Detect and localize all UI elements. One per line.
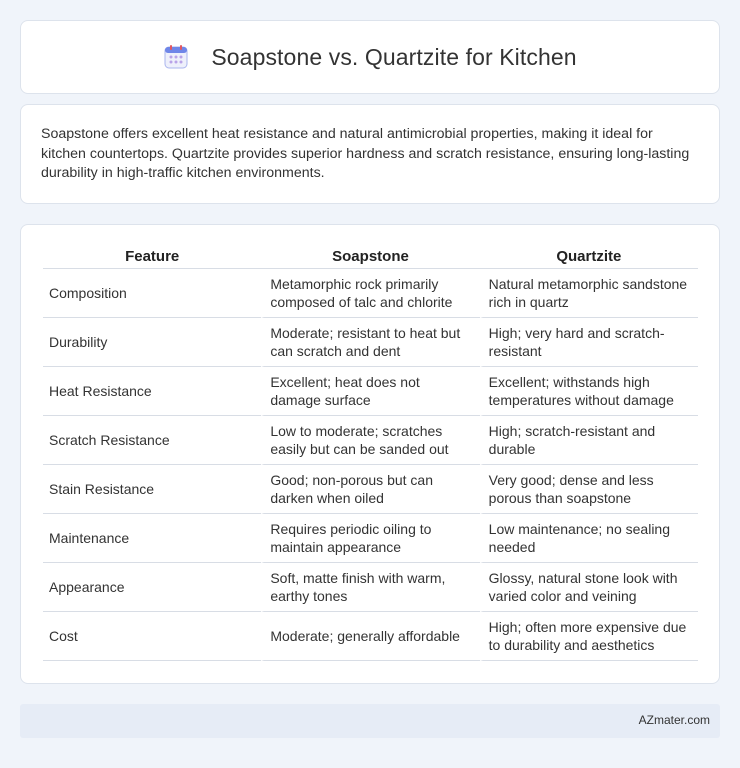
footer-bar (20, 704, 720, 738)
soapstone-cell: Requires periodic oiling to maintain appearance (261, 514, 479, 563)
table-header-row (43, 245, 698, 269)
quartzite-cell: Low maintenance; no sealing needed (480, 514, 698, 563)
soapstone-cell: Excellent; heat does not damage surface (261, 367, 479, 416)
column-header-feature: Feature (43, 245, 261, 269)
quartzite-cell: High; scratch-resistant and durable (480, 416, 698, 465)
table-row (43, 416, 698, 465)
table-row (43, 367, 698, 416)
title-card (20, 20, 720, 94)
feature-cell: Composition (43, 269, 261, 318)
soapstone-cell: Good; non-porous but can darken when oiled (261, 465, 479, 514)
page-title: Soapstone vs. Quartzite for Kitchen (211, 43, 577, 70)
calendar-icon (163, 44, 189, 70)
table-row (43, 612, 698, 661)
soapstone-cell: Metamorphic rock primarily composed of talc and chlorite (261, 269, 479, 318)
quartzite-cell: High; often more expensive due to durability and aesthetics (480, 612, 698, 661)
column-header-soapstone: Soapstone (261, 245, 479, 269)
soapstone-cell: Soft, matte finish with warm, earthy tones (261, 563, 479, 612)
quartzite-cell: Glossy, natural stone look with varied color and veining (480, 563, 698, 612)
table-row (43, 563, 698, 612)
quartzite-cell: Natural metamorphic sandstone rich in quartz (480, 269, 698, 318)
comparison-card (20, 224, 720, 684)
column-header-quartzite: Quartzite (480, 245, 698, 269)
table-row (43, 514, 698, 563)
soapstone-cell: Low to moderate; scratches easily but can be sanded out (261, 416, 479, 465)
comparison-table (43, 245, 698, 661)
table-row (43, 318, 698, 367)
quartzite-cell: High; very hard and scratch-resistant (480, 318, 698, 367)
feature-cell: Cost (43, 612, 261, 661)
feature-cell: Durability (43, 318, 261, 367)
quartzite-cell: Excellent; withstands high temperatures without damage (480, 367, 698, 416)
intro-text: Soapstone offers excellent heat resistance and natural antimicrobial properties, making it ideal for kitchen countertops. Quartzite provides superior hardness and scratch resistance, ensuring long-lasting durability in high-traffic kitchen environments. (41, 126, 690, 181)
table-row (43, 269, 698, 318)
quartzite-cell: Very good; dense and less porous than soapstone (480, 465, 698, 514)
feature-cell: Heat Resistance (43, 367, 261, 416)
table-row (43, 465, 698, 514)
intro-card (20, 104, 720, 204)
feature-cell: Maintenance (43, 514, 261, 563)
footer-brand[interactable]: AZmater.com (638, 713, 710, 727)
soapstone-cell: Moderate; generally affordable (261, 612, 479, 661)
feature-cell: Appearance (43, 563, 261, 612)
feature-cell: Scratch Resistance (43, 416, 261, 465)
soapstone-cell: Moderate; resistant to heat but can scratch and dent (261, 318, 479, 367)
feature-cell: Stain Resistance (43, 465, 261, 514)
